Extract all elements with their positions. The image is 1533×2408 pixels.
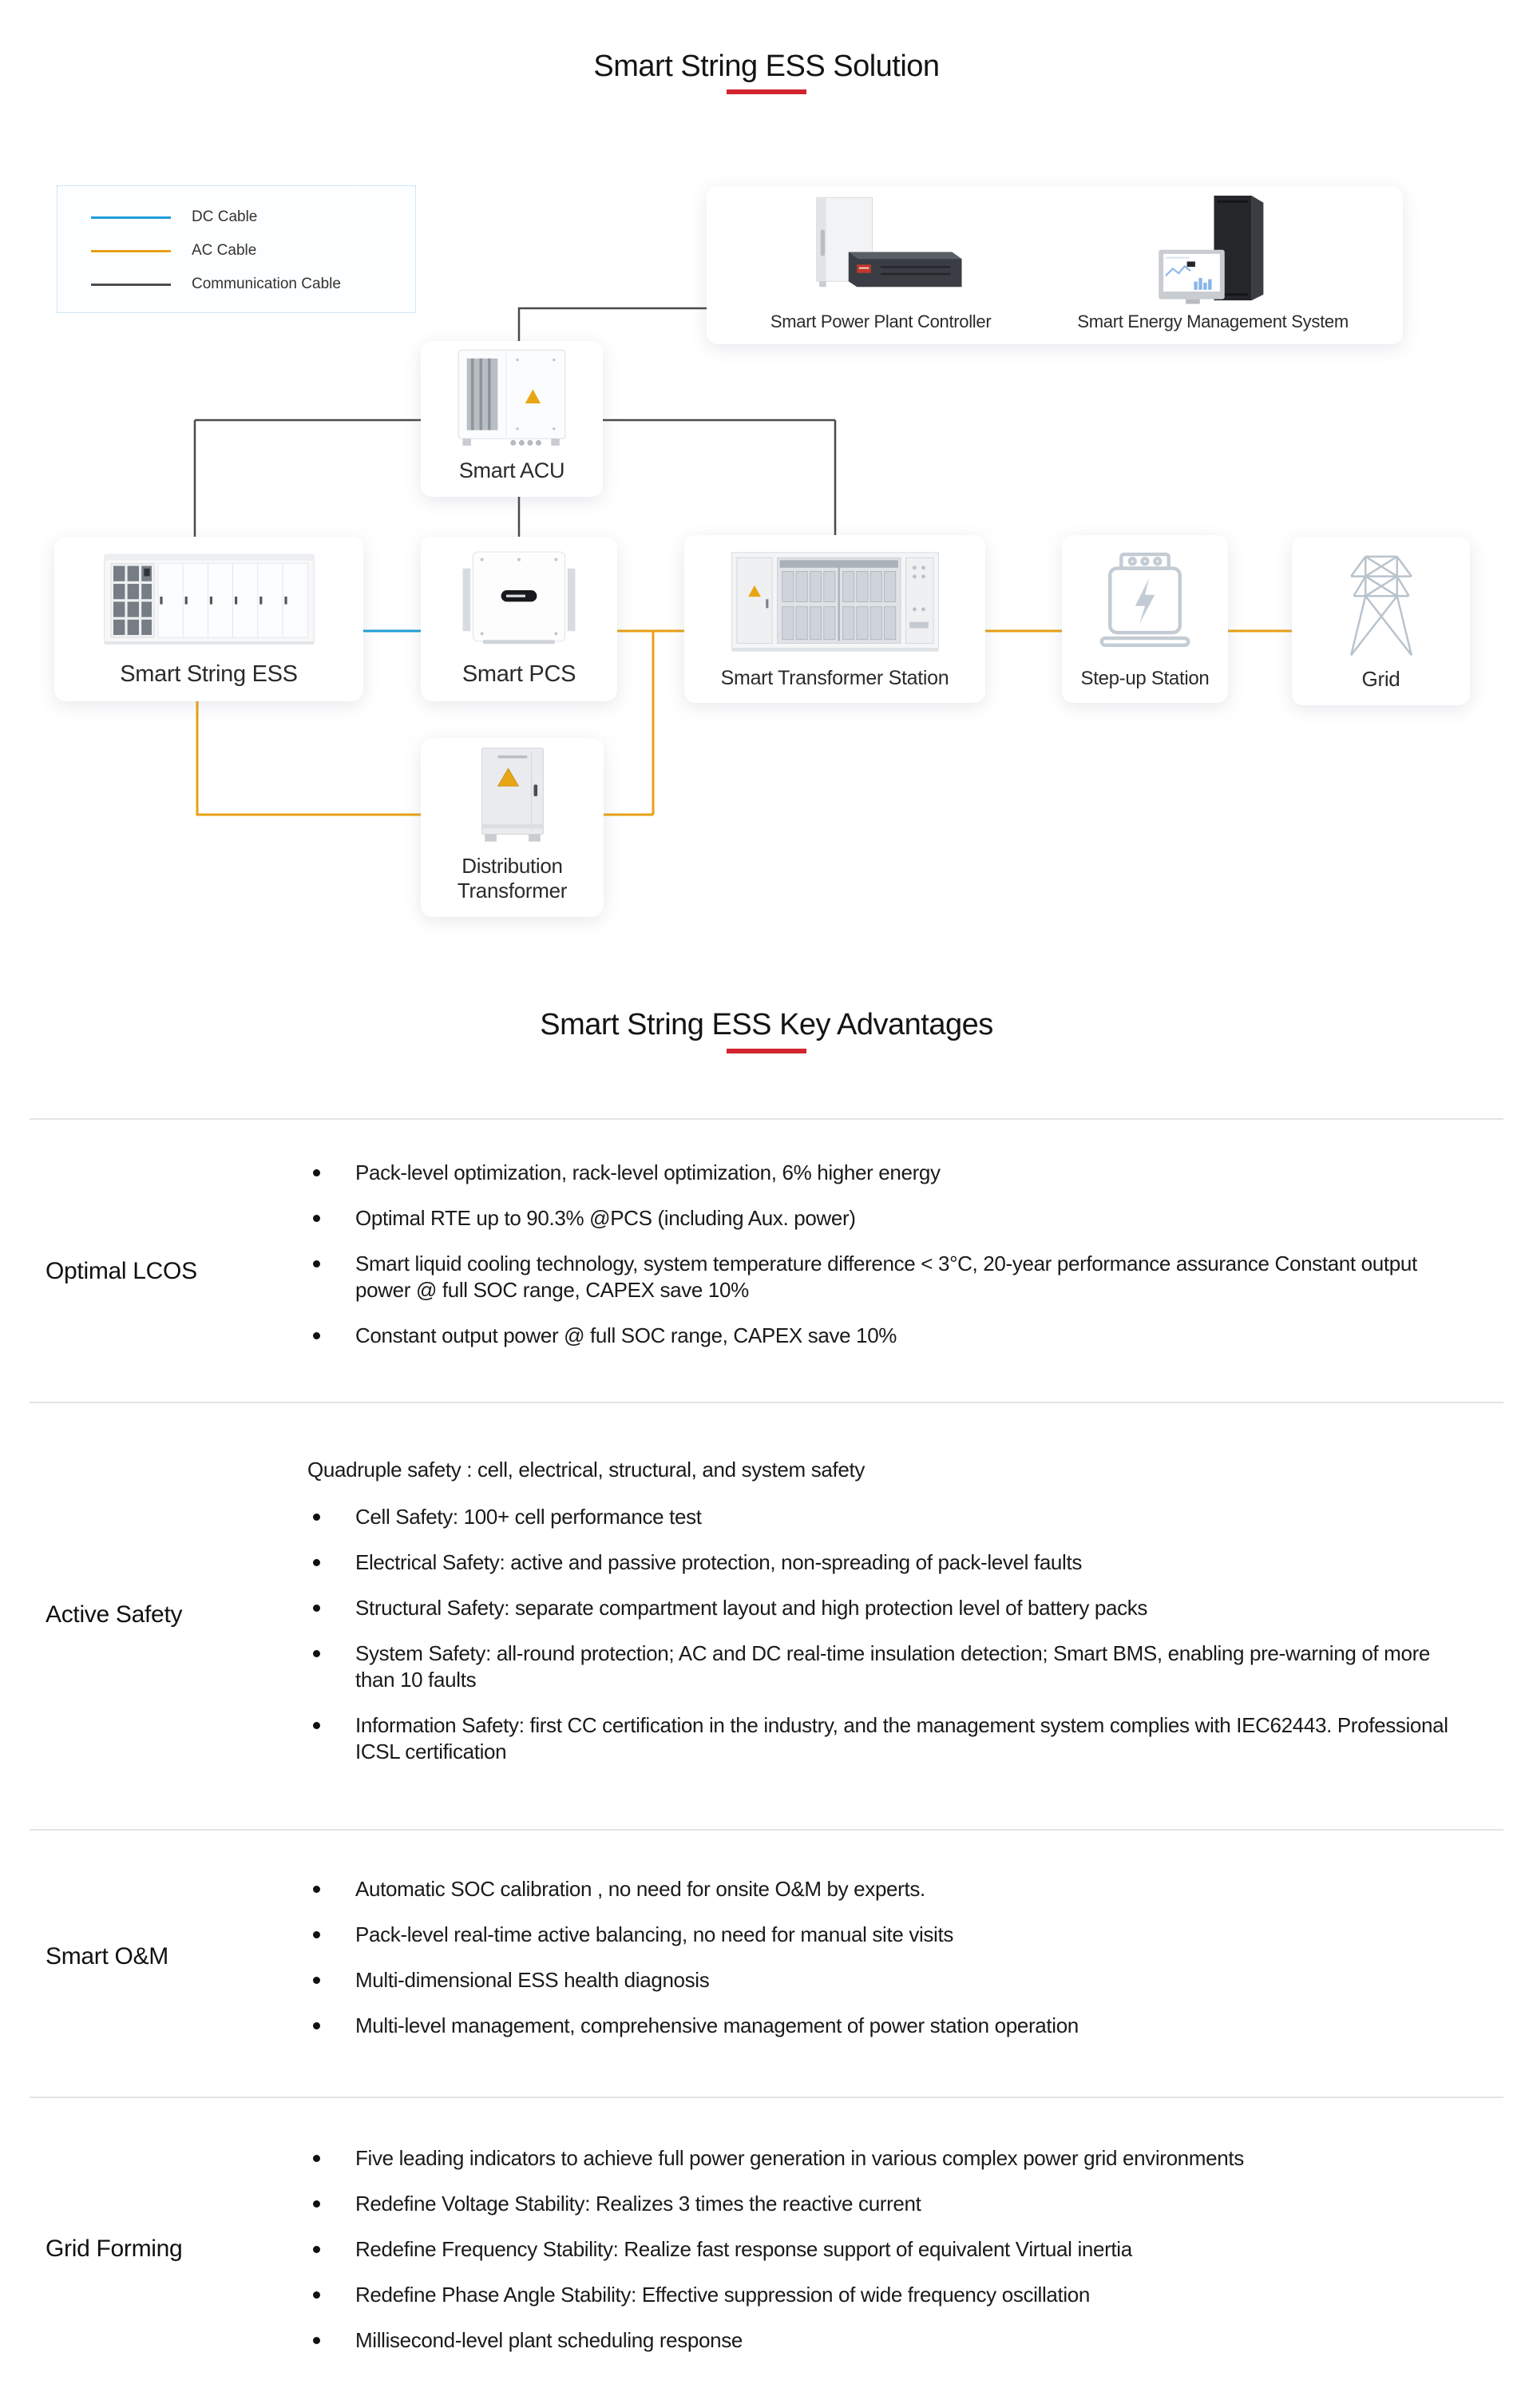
page-title-advantages: Smart String ESS Key Advantages (540, 1008, 993, 1041)
node-label: Smart PCS (461, 661, 576, 687)
section-divider (30, 1118, 1503, 1120)
section-title-active-safety: Active Safety (46, 1601, 183, 1628)
node-card-stepup-station (1062, 535, 1228, 703)
list-item: Multi-dimensional ESS health diagnosis (307, 1967, 1465, 1993)
legend-label: AC Cable (192, 242, 257, 259)
smart-power-plant-controller-device-image (761, 193, 1000, 305)
list-item: Cell Safety: 100+ cell performance test (307, 1504, 1465, 1530)
list-item: Redefine Voltage Stability: Realizes 3 times the reactive current (307, 2191, 1465, 2217)
list-item: Smart liquid cooling technology, system temperature difference < 3°C, 20-year performance assurance Constant output power @ full SOC range, CAPEX save 10% (307, 1251, 1465, 1303)
section-divider (30, 2097, 1503, 2098)
smart-acu-device-image (440, 346, 584, 451)
smart-transformer-station-device-image (699, 546, 971, 660)
list-item: Automatic SOC calibration , no need for onsite O&M by experts. (307, 1876, 1465, 1902)
grid-tower-icon (1309, 549, 1453, 661)
smart-string-ess-device-image (73, 545, 345, 654)
legend-label: DC Cable (192, 208, 258, 225)
node-card-smart-transformer-station (684, 535, 985, 703)
figure-energy-management-system (1077, 193, 1348, 333)
node-label: Smart Energy Management System (1077, 311, 1349, 332)
node-label: Smart Transformer Station (720, 666, 949, 689)
section-title-grid-forming: Grid Forming (46, 2235, 183, 2262)
title-underline (727, 1049, 806, 1053)
list-item: Five leading indicators to achieve full power generation in various complex power grid environments (307, 2145, 1465, 2172)
list-item: Electrical Safety: active and passive protection, non-spreading of pack-level faults (307, 1549, 1465, 1576)
section-title-smart-om: Smart O&M (46, 1943, 168, 1970)
list-item: Redefine Phase Angle Stability: Effective suppression of wide frequency oscillation (307, 2282, 1465, 2308)
list-item: Information Safety: first CC certification in the industry, and the management system complies with IEC62443. Professional ICSL certification (307, 1712, 1465, 1765)
node-card-grid (1292, 537, 1470, 705)
node-label: Distribution Transformer (457, 853, 568, 903)
stepup-station-icon (1073, 549, 1217, 661)
bullet-list-grid-forming (307, 2145, 1465, 2354)
node-label: Smart String ESS (120, 661, 298, 687)
list-item: Pack-level real-time active balancing, no need for manual site visits (307, 1922, 1465, 1948)
list-item: Redefine Frequency Stability: Realize fast response support of equivalent Virtual inertia (307, 2236, 1465, 2263)
list-item: System Safety: all-round protection; AC and DC real-time insulation detection; Smart BMS, enabling pre-warning of more than 10 faults (307, 1640, 1465, 1693)
section-divider (30, 1829, 1503, 1831)
section-title-optimal-lcos: Optimal LCOS (46, 1258, 197, 1284)
bullet-list-smart-om (307, 1876, 1465, 2039)
node-label: Grid (1361, 667, 1400, 692)
node-label: Smart ACU (458, 458, 565, 483)
smart-energy-management-system-device-image (1093, 193, 1333, 305)
figure-power-plant-controller (761, 193, 1000, 333)
node-label: Smart Power Plant Controller (770, 311, 992, 332)
node-card-smart-pcs (421, 537, 617, 701)
node-card-management (707, 186, 1403, 344)
node-card-smart-acu (421, 341, 603, 497)
node-card-smart-string-ess (54, 537, 363, 701)
list-item: Optimal RTE up to 90.3% @PCS (including Aux. power) (307, 1205, 1465, 1232)
node-card-distribution-transformer (421, 738, 604, 917)
list-item: Constant output power @ full SOC range, CAPEX save 10% (307, 1323, 1465, 1349)
list-item: Structural Safety: separate compartment layout and high protection level of battery packs (307, 1595, 1465, 1621)
legend-label: Communication Cable (192, 276, 341, 292)
bullet-list-active-safety (307, 1457, 1465, 1765)
page-title-solution: Smart String ESS Solution (593, 50, 940, 83)
section-divider (30, 1402, 1503, 1403)
list-item: Multi-level management, comprehensive management of power station operation (307, 2013, 1465, 2039)
distribution-transformer-device-image (465, 745, 561, 847)
smart-pcs-device-image (439, 545, 599, 654)
section-intro-line: Quadruple safety : cell, electrical, structural, and system safety (307, 1458, 865, 1482)
bullet-list-optimal-lcos (307, 1160, 1465, 1349)
list-item: Millisecond-level plant scheduling response (307, 2327, 1465, 2354)
node-label: Step-up Station (1080, 667, 1210, 689)
list-item: Pack-level optimization, rack-level optimization, 6% higher energy (307, 1160, 1465, 1186)
diagram-wires (0, 0, 1533, 926)
